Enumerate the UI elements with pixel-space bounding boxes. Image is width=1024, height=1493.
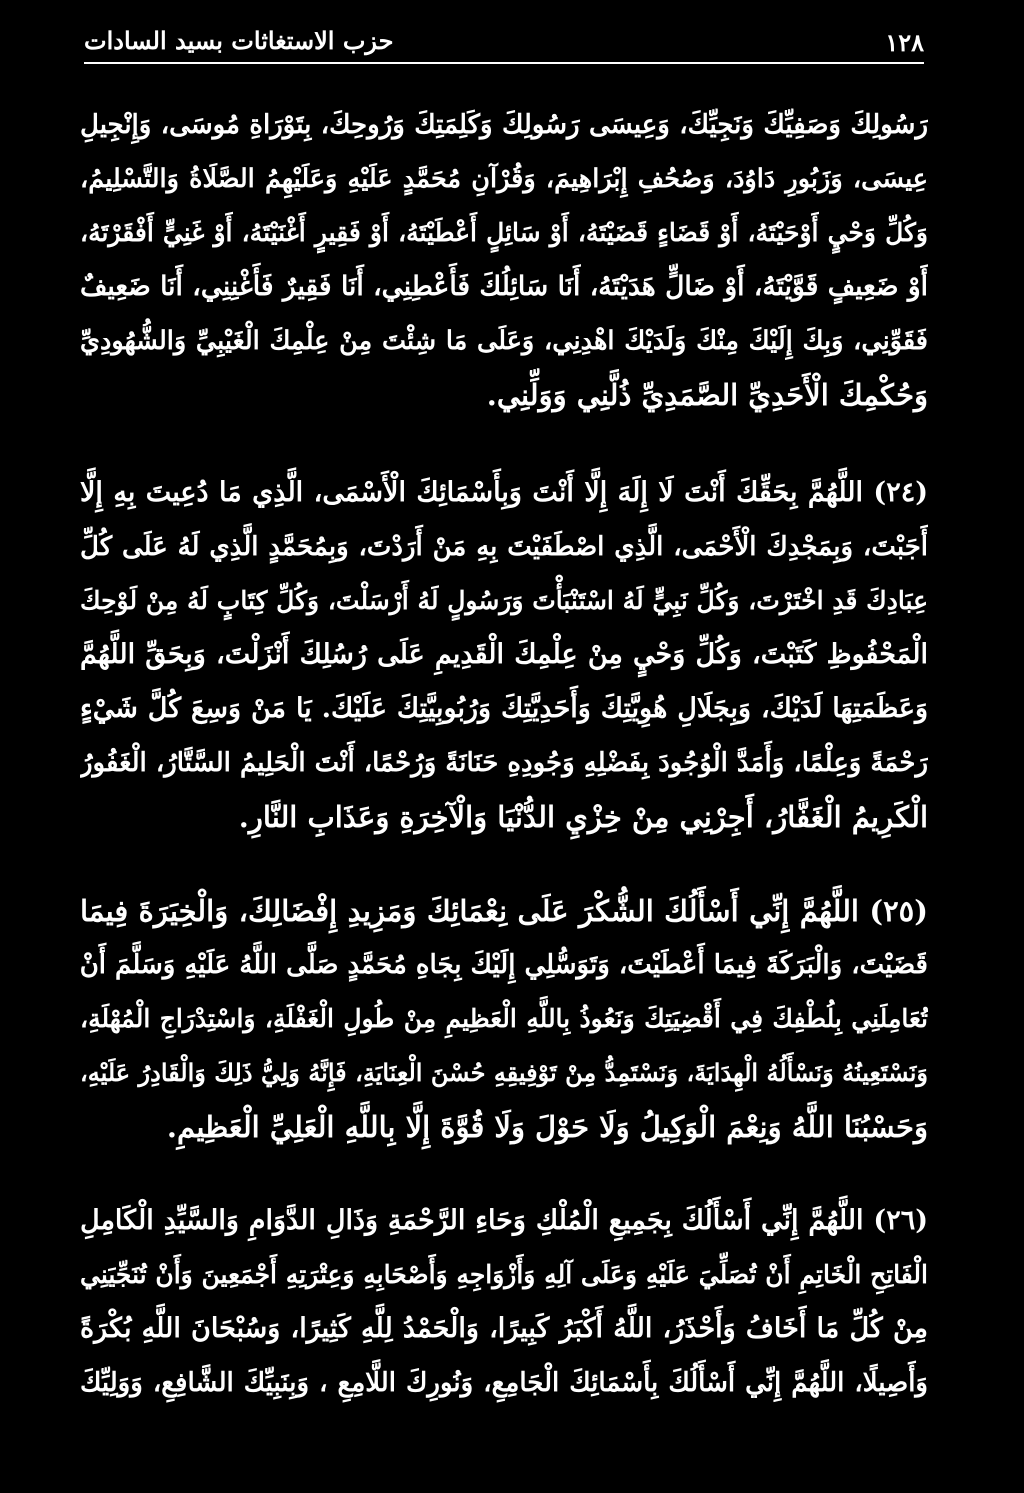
text-line: قَضَيْتَ، وَالْبَرَكَةَ فِيمَا أَعْطَيْتَ، وَتَوَسُّلِي إِلَيْكَ بِجَاهِ مُحَمَّدٍ صَلَّى اللَّهُ عَلَيْهِ وَسَلَّمَ أَنْ: [80, 950, 928, 980]
text-line: فَقَوِّنِي، وَبِكَ إِلَيْكَ مِنْكَ وَلَدَيْكَ اهْدِنِي، وَعَلَى مَا شِئْتَ مِنْ عِلْمِكَ الْغَيْبِيِّ وَالشُّهُودِيِّ: [80, 326, 928, 356]
page-number: ١٢٨: [885, 28, 924, 57]
paragraph-spacer: [80, 422, 928, 466]
text-line: وَكُلِّ وَحْيٍ أَوْحَيْتَهُ، أَوْ قَضَاءٍ قَضَيْتَهُ، أَوْ سَائِلٍ أَعْطَيْتَهُ، أَوْ فَقِيرٍ أَغْنَيْتَهُ، أَوْ غَنِيٍّ أَفْقَرْتَهُ،: [80, 218, 928, 247]
text-line: وَعَظَمَتِهَا لَدَيْكَ، وَبِجَلَالِ هُوِيَّتِكَ وَأَحَدِيَّتِكَ وَرُبُوبِيَّتِكَ عَلَيْكَ. يَا مَنْ وَسِعَ كُلَّ شَيْءٍ: [80, 693, 928, 724]
paragraph-26: [80, 1194, 928, 1410]
text-line: عِيسَى، وَزَبُورِ دَاوُدَ، وَصُحُفِ إِبْرَاهِيمَ، وَقُرْآنِ مُحَمَّدٍ عَلَيْهِ وَعَلَيْهِمُ الصَّلَاةُ وَالتَّسْلِيمُ،: [80, 164, 928, 194]
text-line: (٢٤) اللَّهُمَّ بِحَقِّكَ أَنْتَ لَا إِلَهَ إِلَّا أَنْتَ وَبِأَسْمَائِكَ الْأَسْمَى، الَّذِي مَا دُعِيتَ بِهِ إِلَّا: [80, 477, 928, 508]
text-line: (٢٥) اللَّهُمَّ إِنِّي أَسْأَلُكَ الشُّكْرَ عَلَى نِعْمَائِكَ وَمَزِيدِ إِفْضَالِكَ، وَالْخِيَرَةَ فِيمَا: [80, 894, 928, 928]
text-line: أَوْ ضَعِيفٍ قَوَّيْتَهُ، أَوْ ضَالٍّ هَدَيْتَهُ، أَنَا سَائِلُكَ فَأَعْطِنِي، أَنَا فَقِيرٌ فَأَغْنِنِي، أَنَا ضَعِيفٌ: [80, 271, 928, 302]
paragraph-24: [80, 466, 928, 844]
text-line: (٢٦) اللَّهُمَّ إِنِّي أَسْأَلُكَ بِجَمِيعِ الْمُلْكِ وَحَاءِ الرَّحْمَةِ وَذَالِ الدَّوَامِ وَالسَّيِّدِ الْكَامِلِ: [80, 1205, 928, 1236]
text-line: عِبَادِكَ قَدِ اخْتَرْتَ، وَكُلِّ نَبِيٍّ لَهُ اسْتَنْبَأْتَ وَرَسُولٍ لَهُ أَرْسَلْتَ، وَكُلِّ كِتَابٍ لَهُ مِنْ لَوْحِكَ: [80, 586, 928, 615]
page-header: [84, 22, 924, 64]
text-line: أَجَبْتَ، وَبِمَجْدِكَ الْأَحْمَى، الَّذِي اصْطَفَيْتَ بِهِ مَنْ أَرَدْتَ، وَبِمُحَمَّدٍ الَّذِي لَهُ عَلَى كُلِّ: [80, 532, 928, 562]
page-body: [80, 98, 928, 1410]
text-line: تُعَامِلَنِي بِلُطْفِكَ فِي أَقْضِيَتِكَ وَنَعُوذُ بِاللَّهِ الْعَظِيمِ مِنْ طُولِ الْغَفْلَةِ، وَاسْتِدْرَاجِ الْمُهْلَةِ،: [80, 1004, 928, 1033]
text-line: مِنْ كُلِّ مَا أَخَافُ وَأَحْذَرُ، اللَّهُ أَكْبَرُ كَبِيرًا، وَالْحَمْدُ لِلَّهِ كَثِيرًا، وَسُبْحَانَ اللَّهِ بُكْرَةً: [80, 1313, 928, 1344]
running-title: حزب الاستغاثات بسيد السادات: [84, 26, 394, 55]
text-line: وَحُكْمِكَ الْأَحَدِيِّ الصَّمَدِيِّ ذُلَّنِي وَوَلِّنِي.: [486, 378, 928, 412]
text-line: الْكَرِيمُ الْغَفَّارُ، أَجِرْنِي مِنْ خِزْيِ الدُّنْيَا وَالْآخِرَةِ وَعَذَابِ النَّارِ.: [238, 800, 928, 834]
text-line: وَأَصِيلًا، اللَّهُمَّ إِنِّي أَسْأَلُكَ بِأَسْمَائِكَ الْجَامِعِ، وَنُورِكَ اللَّامِعِ ، وَبِنَبِيِّكَ الشَّافِعِ، وَوَلِيِّكَ: [80, 1368, 928, 1398]
text-line: رَحْمَةً وَعِلْمًا، وَأَمَدَّ الْوُجُودَ بِفَضْلِهِ وَجُودِهِ حَنَانَةً وَرُحْمًا، أَنْتَ الْحَلِيمُ السَّتَّارُ، الْغَفُورُ: [80, 748, 928, 778]
text-line: رَسُولِكَ وَصَفِيِّكَ وَنَجِيِّكَ، وَعِيسَى رَسُولِكَ وَكَلِمَتِكَ وَرُوحِكَ، بِتَوْرَاةِ مُوسَى، وَإِنْجِيلِ: [80, 110, 928, 140]
paragraph-25: [80, 884, 928, 1154]
text-line: الْمَحْفُوظِ كَتَبْتَ، وَكُلِّ وَحْيٍ مِنْ عِلْمِكَ الْقَدِيمِ عَلَى رُسُلِكَ أَنْزَلْتَ، وَبِحَقِّ اللَّهُمَّ: [80, 639, 928, 670]
paragraph-23: [80, 98, 928, 422]
paragraph-spacer: [80, 1154, 928, 1194]
paragraph-spacer: [80, 844, 928, 884]
text-line: الْفَاتِحِ الْخَاتِمِ أَنْ تُصَلِّيَ عَلَيْهِ وَعَلَى آلِهِ وَأَزْوَاجِهِ وَأَصْحَابِهِ وَعِتْرَتِهِ أَجْمَعِينَ وَأَنْ تُنَجِّيَنِي: [80, 1260, 928, 1289]
text-line: وَنَسْتَعِينُهُ وَنَسْأَلُهُ الْهِدَايَةَ، وَنَسْتَمِدُّ مِنْ تَوْفِيقِهِ حُسْنَ الْعِنَايَةِ، فَإِنَّهُ وَلِيُّ ذَلِكَ وَالْقَادِرُ عَلَيْهِ،: [80, 1058, 928, 1087]
text-line: وَحَسْبُنَا اللَّهُ وَنِعْمَ الْوَكِيلُ وَلَا حَوْلَ وَلَا قُوَّةَ إِلَّا بِاللَّهِ الْعَلِيِّ الْعَظِيمِ.: [166, 1110, 928, 1144]
